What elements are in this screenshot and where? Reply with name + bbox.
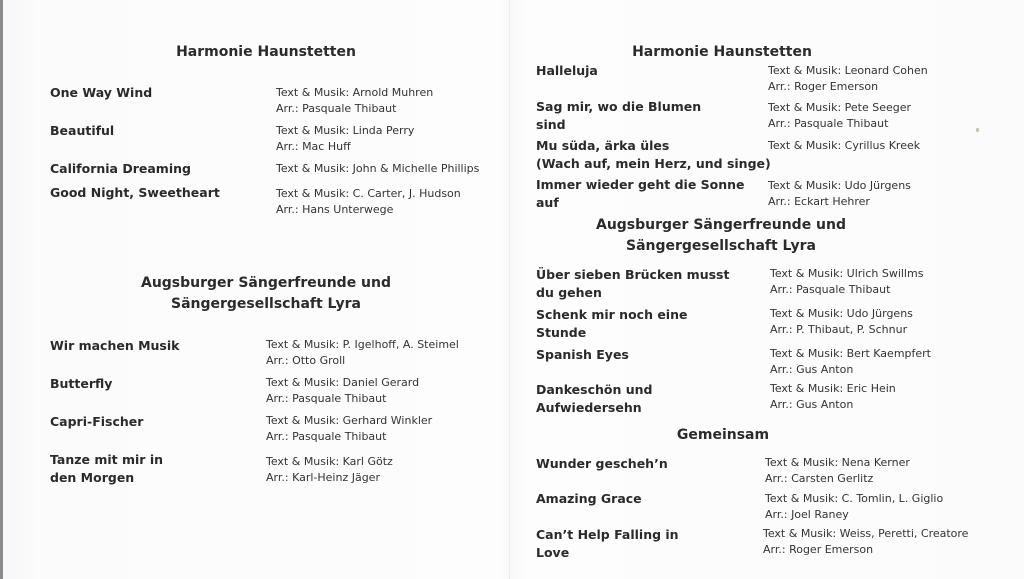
song-title: Über sieben Brücken musst du gehen [536, 267, 730, 300]
song-title: Schenk mir noch eine Stunde [536, 307, 688, 340]
song-title: Mu süda, ärka üles (Wach auf, mein Herz, und singe) [536, 138, 771, 171]
song-title: One Way Wind [50, 85, 153, 100]
section-heading: Gemeinsam [676, 427, 770, 443]
song-title: Tanze mit mir in den Morgen [50, 452, 164, 485]
song-title: Good Night, Sweetheart [50, 185, 220, 200]
song-title: Halleluja [536, 63, 598, 78]
song-title: Sag mir, wo die Blumen sind [536, 99, 702, 132]
song-credits: Text & Musik: Karl Götz Arr.: Karl-Heinz Jäger [266, 455, 393, 484]
song-credits: Text & Musik: C. Tomlin, L. Giglio Arr.: Joel Raney [765, 492, 944, 521]
song-title: Wir machen Musik [50, 338, 180, 353]
song-credits: Text & Musik: Bert Kaempfert Arr.: Gus Anton [770, 347, 931, 376]
song-credits: Text & Musik: Daniel Gerard Arr.: Pasquale Thibaut [266, 376, 420, 405]
song-credits: Text & Musik: Nena Kerner Arr.: Carsten Gerlitz [765, 456, 910, 485]
section-heading: Harmonie Haunstetten [176, 44, 356, 60]
page-fold [509, 0, 510, 579]
song-credits: Text & Musik: Eric Hein Arr.: Gus Anton [770, 382, 896, 411]
song-title: California Dreaming [50, 161, 191, 176]
song-credits: Text & Musik: John & Michelle Phillips [276, 162, 480, 175]
section-heading: Augsburger Sängerfreunde und Sängergesellschaft Lyra [595, 217, 847, 254]
song-title: Beautiful [50, 123, 115, 138]
section-heading: Augsburger Sängerfreunde und Sängergesellschaft Lyra [140, 275, 392, 312]
song-title: Butterfly [50, 376, 113, 391]
song-title: Amazing Grace [536, 491, 642, 506]
speck [976, 128, 979, 132]
song-credits: Text & Musik: P. Igelhoff, A. Steimel Arr.: Otto Groll [266, 338, 459, 367]
song-credits: Text & Musik: Udo Jürgens Arr.: Eckart Hehrer [768, 179, 911, 208]
song-credits: Text & Musik: Linda Perry Arr.: Mac Huff [276, 124, 415, 153]
song-title: Dankeschön und Aufwiedersehn [536, 382, 653, 415]
song-credits: Text & Musik: Pete Seeger Arr.: Pasquale Thibaut [768, 101, 912, 130]
song-title: Capri-Fischer [50, 414, 144, 429]
section-heading: Harmonie Haunstetten [632, 44, 812, 60]
song-credits: Text & Musik: Leonard Cohen Arr.: Roger Emerson [768, 64, 928, 93]
song-credits: Text & Musik: Gerhard Winkler Arr.: Pasquale Thibaut [266, 414, 433, 443]
scan-edge [0, 0, 3, 579]
song-credits: Text & Musik: C. Carter, J. Hudson Arr.: Hans Unterwege [276, 187, 461, 216]
song-credits: Text & Musik: Cyrillus Kreek [768, 139, 921, 152]
song-credits: Text & Musik: Weiss, Peretti, Creatore Arr.: Roger Emerson [763, 527, 969, 556]
song-title: Spanish Eyes [536, 347, 629, 362]
song-title: Can’t Help Falling in Love [536, 527, 679, 560]
song-credits: Text & Musik: Udo Jürgens Arr.: P. Thibaut, P. Schnur [770, 307, 913, 336]
song-title: Wunder gescheh’n [536, 456, 668, 471]
song-credits: Text & Musik: Ulrich Swillms Arr.: Pasquale Thibaut [770, 267, 924, 296]
song-credits: Text & Musik: Arnold Muhren Arr.: Pasquale Thibaut [276, 86, 434, 115]
song-title: Immer wieder geht die Sonne auf [536, 177, 745, 210]
